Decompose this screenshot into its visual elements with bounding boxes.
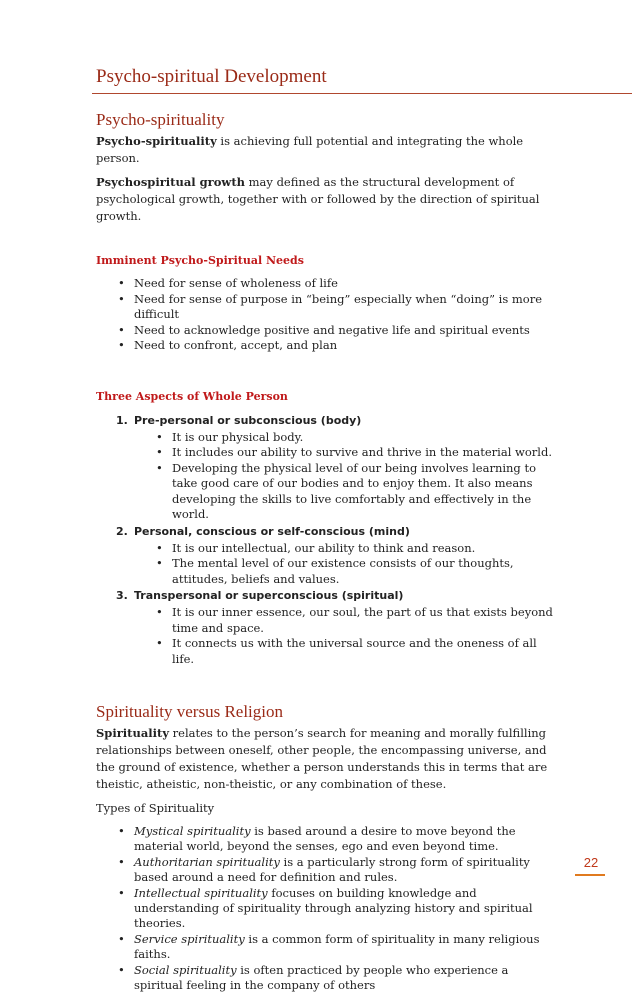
aspect-points [116,541,556,588]
list-item: • It is our physical body. [156,429,304,444]
list-item: • It is our intellectual, our ability to think and reason. [156,540,476,555]
bullet-icon: • [118,276,125,290]
bullet-icon: • [118,291,125,306]
aspects-heading: Three Aspects of Whole Person [96,389,288,403]
bullet-icon: • [118,963,125,977]
list-item: • Need for sense of purpose in “being” especially when “doing” is more difficult [118,291,543,321]
aspect-item: 3. Transpersonal or superconscious (spiritual) • It is our inner essence, our soul, the part of us that exists beyond time and space. • It connects us with the universal source and the oneness of all life. [116,587,556,667]
bullet-icon: • [156,540,163,555]
page-number-underline [575,874,605,876]
bullet-icon: • [118,824,125,838]
list-item: • Intellectual spirituality focuses on building knowledge and understanding of spirituality through analyzing history and spiritual theories. [118,886,533,930]
bullet-icon: • [156,605,163,619]
bullet-icon: • [118,855,125,869]
definition-psychospiritual-growth: Psychospiritual growth may defined as the structural development of psychological growth, together with or followed by the direction of spiritual growth. [96,175,540,223]
list-item: • Need to acknowledge positive and negative life and spiritual events [118,322,530,337]
aspect-item: 2. Personal, conscious or self-conscious (mind) • It is our intellectual, our ability to think and reason. • The mental level of our existence consists of our thoughts, attitudes, beliefs and values. [116,523,556,588]
bullet-icon: • [118,886,125,900]
section-heading-spirituality-vs-religion: Spirituality versus Religion [96,702,283,721]
bullet-icon: • [156,636,163,650]
bullet-icon: • [156,460,163,475]
needs-heading: Imminent Psycho-Spiritual Needs [96,254,304,267]
title-divider [92,93,632,94]
definition-psycho-spirituality: Psycho-spirituality is achieving full potential and integrating the whole person. [96,134,524,165]
bullet-icon: • [156,429,163,444]
list-item: • It is our inner essence, our soul, the part of us that exists beyond time and space. [156,605,553,635]
page-title: Psycho-spiritual Development [96,66,327,87]
bullet-icon: • [156,556,163,570]
aspect-points [116,430,556,523]
section-heading-psycho-spirituality: Psycho-spirituality [96,110,225,129]
list-item: • Social spirituality is often practiced by people who experience a spiritual feeling in the company of others [118,963,509,992]
page-content [96,109,556,994]
aspect-item: 1. Pre-personal or subconscious (body) • It is our physical body. • It includes our ability to survive and thrive in the material world. • Developing the physical level of our being involves learning to take good care of our bodies and to enjoy them. It also means developing the skills to live comfortably and effectively in the world. [116,412,556,523]
bullet-icon: • [118,932,125,946]
list-item: • The mental level of our existence consists of our thoughts, attitudes, beliefs and values. [156,556,514,586]
list-item: • Authoritarian spirituality is a particularly strong form of spirituality based around a need for definition and rules. [118,855,530,884]
bullet-icon: • [118,338,125,352]
needs-list [96,276,556,354]
page-number: 22 [583,855,599,870]
list-item: • Developing the physical level of our being involves learning to take good care of our bodies and to enjoy them. It also means developing the skills to live comfortably and effectively in the world. [156,460,536,521]
list-item: • Need to confront, accept, and plan [118,338,338,352]
list-item: • Need for sense of wholeness of life [118,276,338,290]
bullet-icon: • [118,322,125,337]
list-item: • Service spirituality is a common form of spirituality in many religious faiths. [118,932,540,961]
types-label: Types of Spirituality [96,801,215,815]
list-item: • It includes our ability to survive and thrive in the material world. [156,445,552,459]
definition-spirituality: Spirituality relates to the person’s search for meaning and morally fulfilling relationships between oneself, other people, the encompassing universe, and the ground of existence, whether a person understands this in terms that are theistic, atheistic, non-theistic, or any combination of these. [96,726,548,791]
aspects-list [96,412,556,668]
aspect-points [116,605,556,667]
list-item: • It connects us with the universal source and the oneness of all life. [156,636,537,666]
bullet-icon: • [156,445,163,459]
spirituality-types-list [96,824,556,993]
list-item: • Mystical spirituality is based around a desire to move beyond the material world, beyond the senses, ego and even beyond time. [118,824,516,853]
